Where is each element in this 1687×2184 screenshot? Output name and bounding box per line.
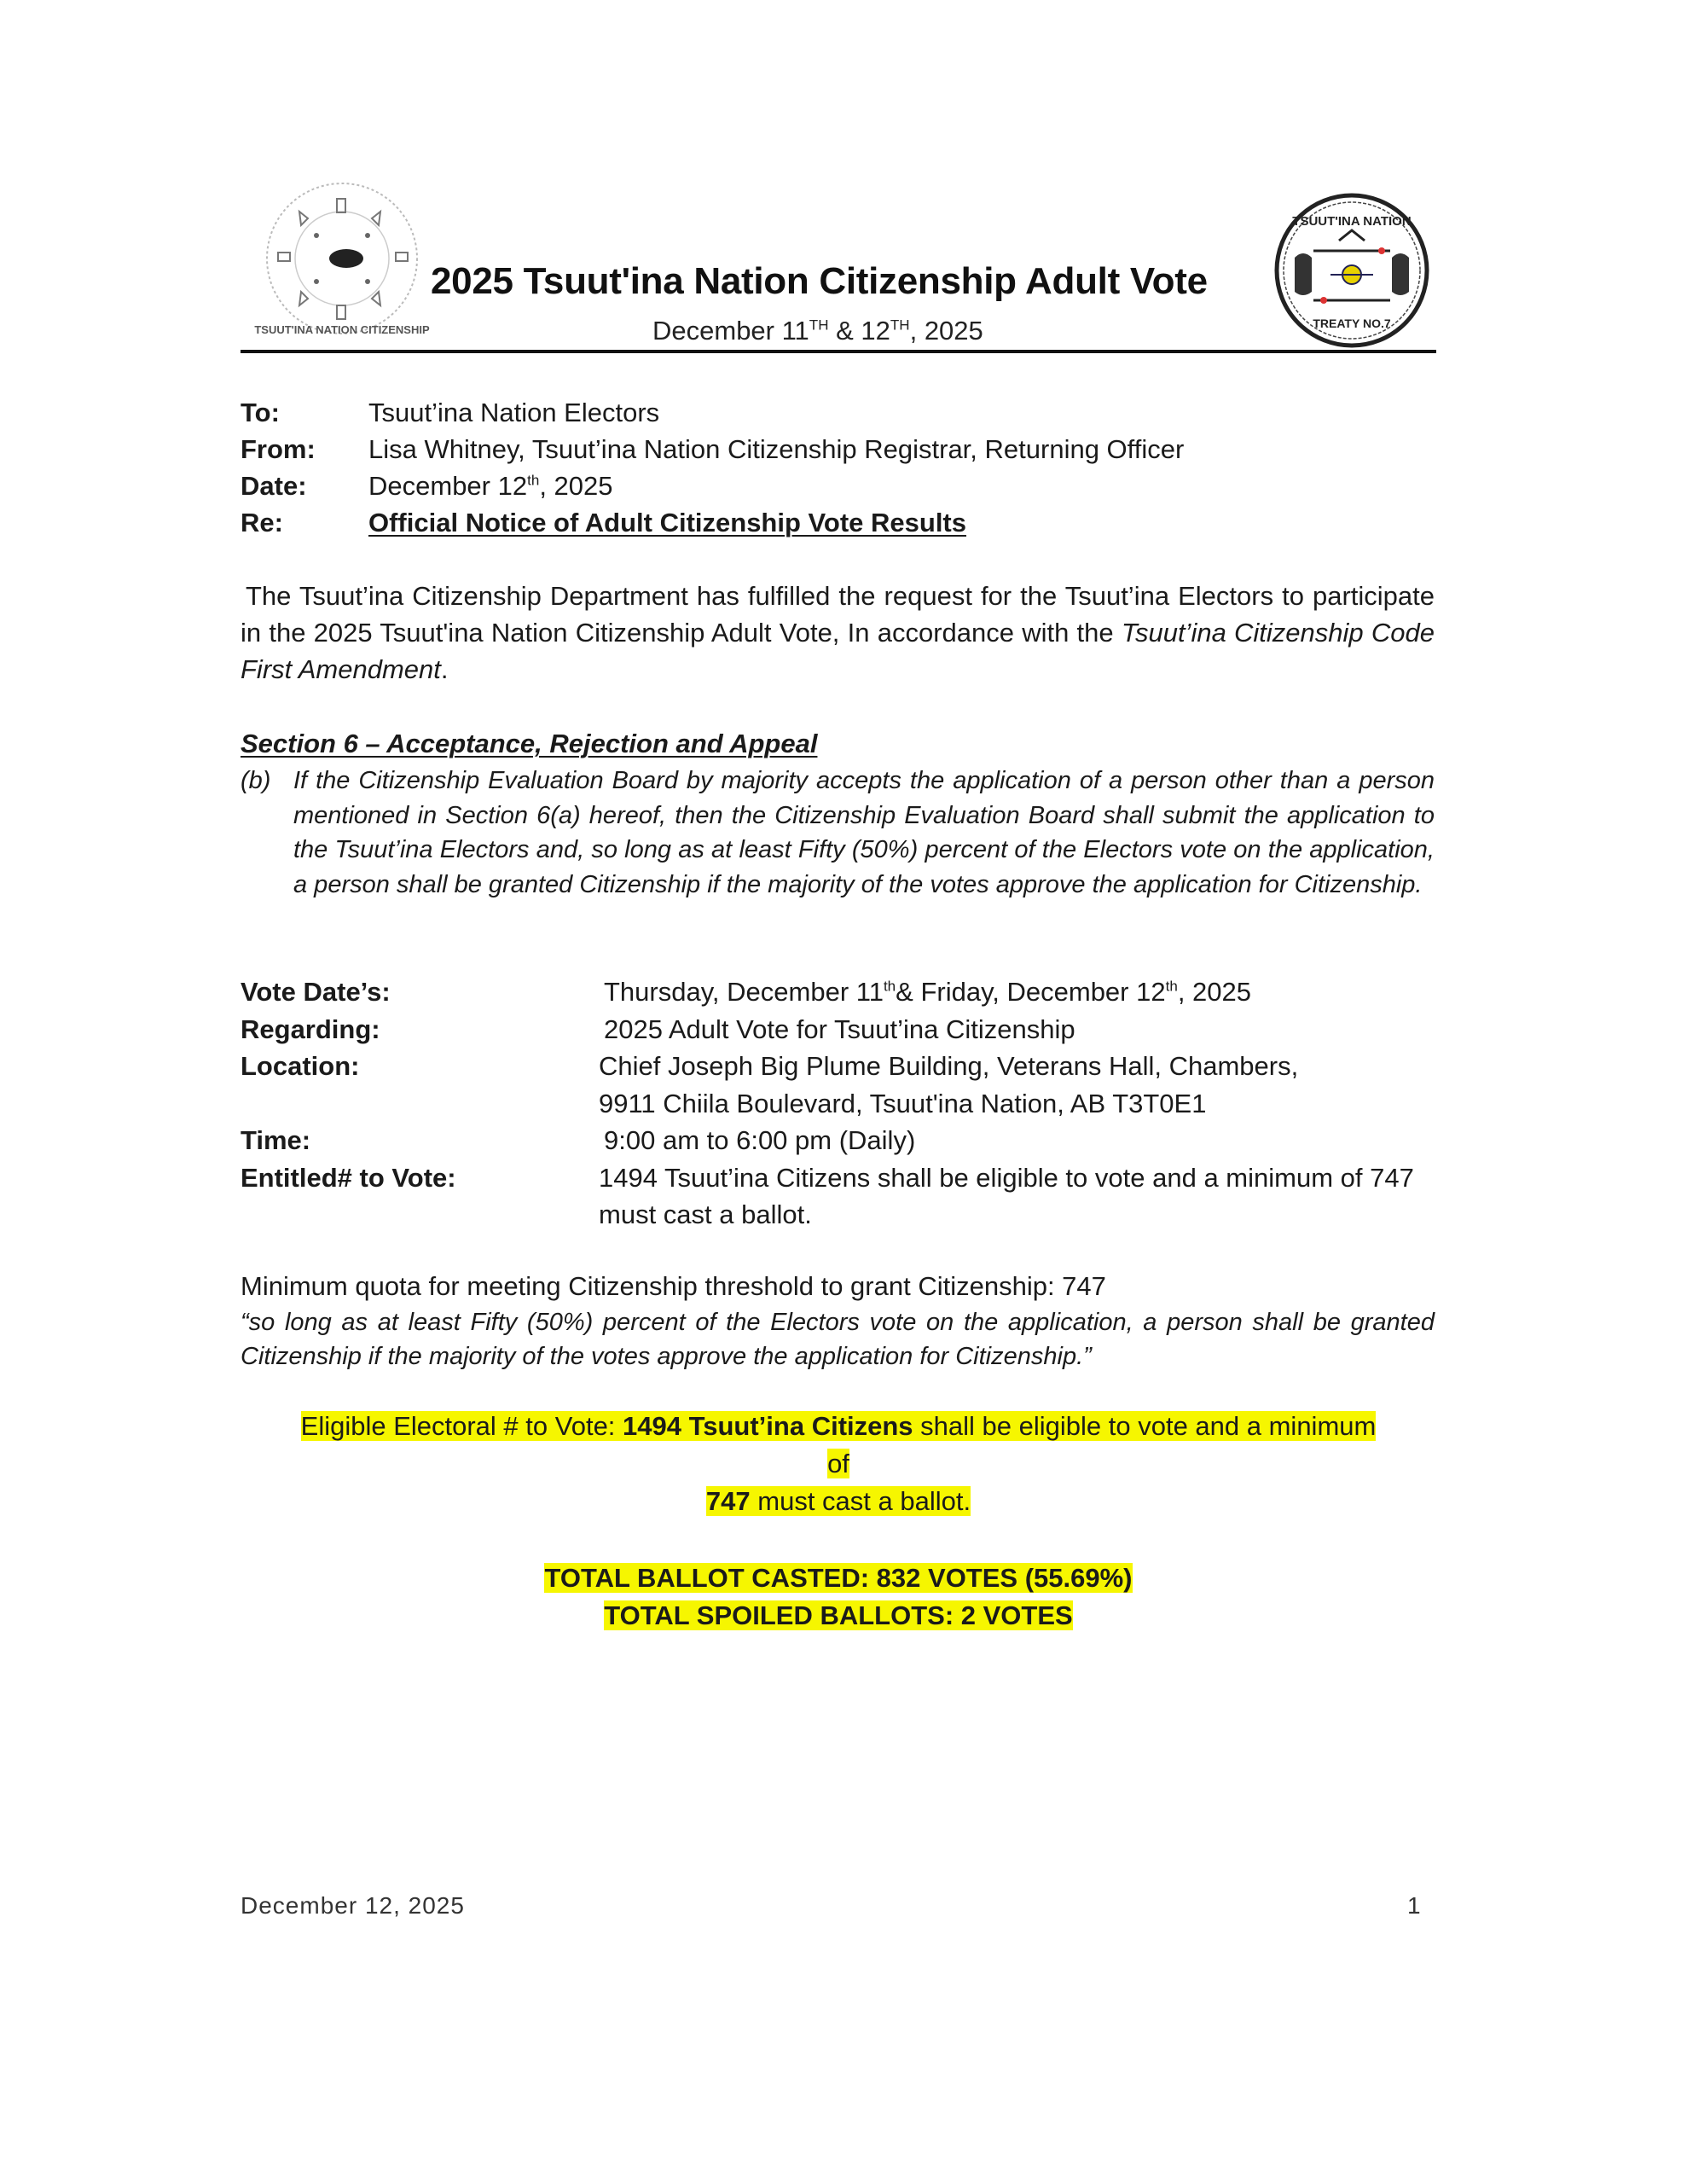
svg-text:TSUUT'INA NATION: TSUUT'INA NATION <box>1292 214 1412 229</box>
section-clause <box>241 764 1435 902</box>
vote-dates-value <box>599 973 1440 1011</box>
eligible-prefix: Eligible Electoral # to Vote: <box>300 1411 623 1441</box>
entitled-label: Entitled# to Vote: <box>241 1162 456 1193</box>
citizenship-seal-icon <box>252 177 432 340</box>
vote-dates-label: Vote Date’s: <box>241 977 391 1007</box>
date-part: December 12 <box>368 471 528 501</box>
date-part: , 2025 <box>1177 977 1252 1007</box>
memo-to-value: Tsuut’ina Nation Electors <box>368 398 660 427</box>
intro-paragraph <box>241 578 1435 688</box>
highlight-of: of <box>827 1449 849 1478</box>
location-label: Location: <box>241 1051 360 1081</box>
detail-row-time <box>241 1122 1440 1159</box>
subtitle-part: & 12 <box>828 316 890 346</box>
quota-quote: “so long as at least Fifty (50%) percent of the Electors vote on the application, a person shall be granted Citizenship if the majority of the votes approve the application for Citizenship.” <box>241 1309 1435 1370</box>
memo-from-label: From: <box>241 434 316 464</box>
page-number: 1 <box>1407 1892 1421 1919</box>
highlight-text <box>301 1411 1377 1441</box>
vote-details <box>241 973 1440 1234</box>
regarding-label: Regarding: <box>241 1014 380 1044</box>
date-part: , 2025 <box>539 471 613 501</box>
treaty-seal-icon <box>1271 189 1433 351</box>
memo-block <box>241 394 1184 541</box>
eligible-electoral-summary <box>241 1408 1436 1520</box>
detail-row-regarding <box>241 1011 1440 1048</box>
superscript: TH <box>809 317 829 334</box>
detail-row-entitled <box>241 1159 1440 1234</box>
svg-text:TREATY NO.7: TREATY NO.7 <box>1313 317 1391 330</box>
citizenship-seal-logo <box>252 177 432 340</box>
intro-end: . <box>440 654 449 684</box>
memo-re <box>241 504 1184 541</box>
subtitle-part: , 2025 <box>909 316 983 346</box>
memo-date <box>241 468 1184 504</box>
footer-date: December 12, 2025 <box>241 1892 465 1919</box>
highlight-minimum <box>706 1486 971 1516</box>
location-line: 9911 Chiila Boulevard, Tsuut'ina Nation, AB T3T0E1 <box>599 1088 1207 1118</box>
date-part: Thursday, December 11 <box>604 977 884 1007</box>
minimum-count: 747 <box>705 1486 751 1516</box>
memo-date-value <box>368 468 613 504</box>
memo-date-label: Date: <box>241 471 307 501</box>
tsuutina-nation-seal-logo <box>1271 189 1433 351</box>
detail-row-vote-dates <box>241 973 1440 1011</box>
eligible-count: 1494 Tsuut’ina Citizens <box>623 1411 913 1441</box>
memo-re-label: Re: <box>241 508 283 537</box>
memo-re-value: Official Notice of Adult Citizenship Vote Results <box>368 508 966 537</box>
detail-row-location <box>241 1048 1440 1122</box>
superscript: th <box>883 978 896 995</box>
date-part: & Friday, December 12 <box>896 977 1166 1007</box>
location-value <box>599 1048 1435 1122</box>
total-ballots-cast: TOTAL BALLOT CASTED: 832 VOTES (55.69%) <box>544 1563 1133 1593</box>
memo-from <box>241 431 1184 468</box>
regarding-value: 2025 Adult Vote for Tsuut’ina Citizenship <box>604 1014 1075 1044</box>
time-value: 9:00 am to 6:00 pm (Daily) <box>604 1125 916 1155</box>
entitled-value: 1494 Tsuut’ina Citizens shall be eligible to vote and a minimum of 747 must cast a ballot. <box>599 1162 1414 1229</box>
intro-text: The Tsuut’ina Citizenship Department has fulfilled the request for the Tsuut’ina Electors to participate in the 2025 Tsuut'ina Nation Citizenship Adult Vote, In accordance with the <box>241 581 1435 648</box>
vote-results <box>241 1560 1436 1635</box>
clause-text: If the Citizenship Evaluation Board by majority accepts the application of a person other than a person mentioned in Section 6(a) hereof, then the Citizenship Evaluation Board shall submit the application to the Tsuut’ina Electors and, so long as at least Fifty (50%) percent of the Electors vote on the application, a person shall be granted Citizenship if the majority of the votes approve the application for Citizenship. <box>293 767 1435 898</box>
eligible-middle: shall be eligible to vote and a minimum <box>913 1411 1377 1441</box>
total-spoiled-ballots: TOTAL SPOILED BALLOTS: 2 VOTES <box>604 1600 1073 1630</box>
code-name: Tsuut’ina Citizenship Code First Amendment <box>241 618 1435 684</box>
superscript: TH <box>890 317 910 334</box>
location-line: Chief Joseph Big Plume Building, Veterans Hall, Chambers, <box>599 1051 1299 1081</box>
superscript: th <box>1165 978 1178 995</box>
eligible-suffix: must cast a ballot. <box>750 1486 971 1516</box>
svg-text:TSUUT'INA NATION CITIZENSHIP: TSUUT'INA NATION CITIZENSHIP <box>254 323 430 336</box>
memo-from-value: Lisa Whitney, Tsuut’ina Nation Citizenship Registrar, Returning Officer <box>368 434 1185 464</box>
clause-marker: (b) <box>241 767 271 794</box>
time-label: Time: <box>241 1125 311 1155</box>
subtitle-part: December 11 <box>652 316 809 346</box>
document-subtitle-dates <box>652 316 983 346</box>
superscript: th <box>527 472 540 489</box>
section-heading: Section 6 – Acceptance, Rejection and Appeal <box>241 729 818 758</box>
header-divider <box>241 350 1436 353</box>
memo-to <box>241 394 1184 431</box>
memo-to-label: To: <box>241 398 280 427</box>
document-title: 2025 Tsuut'ina Nation Citizenship Adult Vote <box>431 260 1208 302</box>
minimum-quota: Minimum quota for meeting Citizenship threshold to grant Citizenship: 747 <box>241 1271 1106 1301</box>
